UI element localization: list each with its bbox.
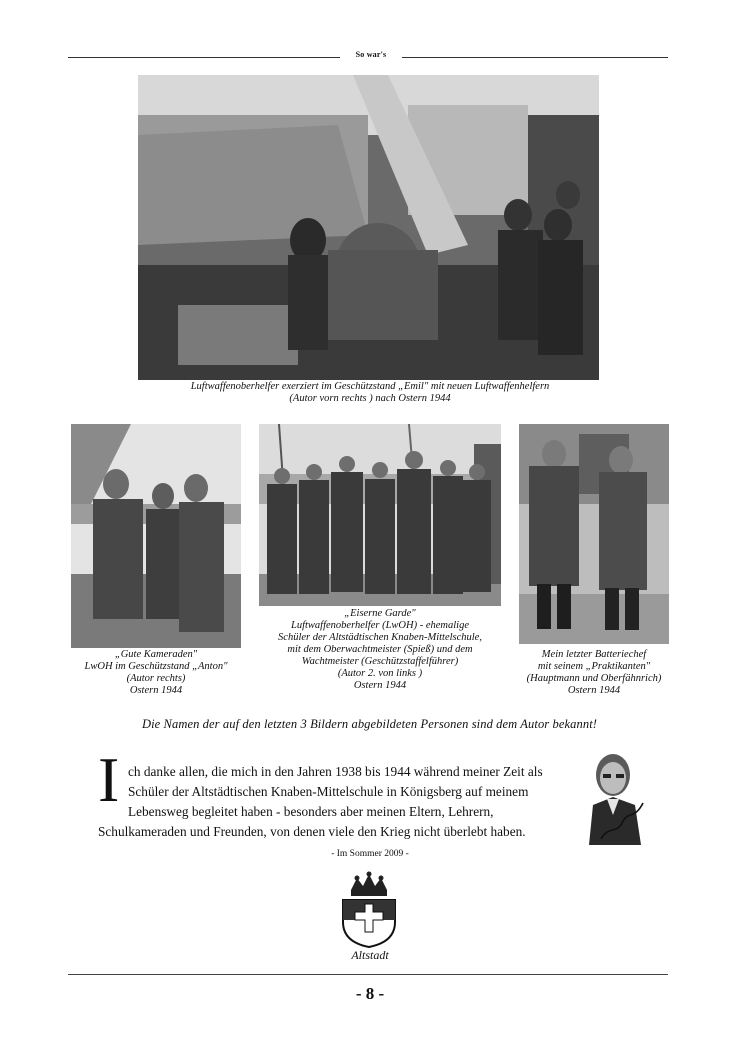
altstadt-crest bbox=[337, 870, 401, 948]
center-photo-caption bbox=[250, 608, 510, 692]
caption-line: (Autor 2. von links ) bbox=[337, 668, 423, 679]
caption-line: „Eiserne Garde" bbox=[344, 608, 416, 619]
drop-cap: I bbox=[98, 744, 120, 815]
photo-flak-gun-drill bbox=[138, 75, 599, 380]
caption-line: Luftwaffenoberhelfer exerziert im Geschützstand „Emil" mit neuen Luftwaffenhelfern bbox=[190, 381, 550, 392]
caption-line: mit dem Oberwachtmeister (Spieß) und dem bbox=[287, 644, 473, 655]
header-rule-left bbox=[68, 57, 340, 58]
caption-line: (Autor rechts) bbox=[126, 673, 186, 684]
page-number: - 8 - bbox=[355, 984, 385, 1003]
footer-rule bbox=[68, 974, 668, 975]
caption-line: Schüler der Altstädtischen Knaben-Mittelschule, bbox=[278, 632, 482, 643]
crest-name: Altstadt bbox=[351, 948, 389, 962]
left-photo-caption bbox=[60, 649, 252, 697]
caption-line: Ostern 1944 bbox=[567, 685, 621, 696]
caption-line: (Hauptmann und Oberfähnrich) bbox=[526, 673, 662, 684]
photo-good-comrades bbox=[71, 424, 241, 648]
caption-line: (Autor vorn rechts ) nach Ostern 1944 bbox=[289, 393, 451, 404]
header-title: So war's bbox=[355, 50, 387, 59]
right-photo-caption bbox=[500, 649, 688, 697]
thanks-line: Schüler der Altstädtischen Knaben-Mittelschule in Königsberg auf meinem bbox=[128, 784, 529, 799]
caption-line: Mein letzter Batteriechef bbox=[541, 649, 647, 660]
date-line: - Im Sommer 2009 - bbox=[331, 849, 409, 859]
thanks-line: Lebensweg begleitet haben - besonders aber meinen Eltern, Lehrern, bbox=[128, 804, 494, 819]
caption-line: Ostern 1944 bbox=[353, 680, 407, 691]
thanks-line: ch danke allen, die mich in den Jahren 1938 bis 1944 während meiner Zeit als bbox=[128, 764, 543, 779]
caption-line: Ostern 1944 bbox=[129, 685, 183, 696]
thanks-paragraph bbox=[98, 762, 580, 842]
caption-line: „Gute Kameraden" bbox=[114, 649, 198, 660]
main-photo-caption bbox=[120, 381, 620, 405]
caption-line: LwOH im Geschützstand „Anton" bbox=[84, 661, 228, 672]
caption-line: mit seinem „Praktikanten" bbox=[537, 661, 651, 672]
photo-battery-chief bbox=[519, 424, 669, 644]
thanks-line: Schulkameraden und Freunden, von denen viele den Krieg nicht überlebt haben. bbox=[98, 824, 526, 839]
caption-line: Luftwaffenoberhelfer (LwOH) - ehemalige bbox=[291, 620, 469, 631]
photo-iron-guard bbox=[259, 424, 501, 606]
names-notice: Die Namen der auf den letzten 3 Bildern abgebildeten Personen sind dem Autor bekannt! bbox=[141, 717, 598, 731]
header-rule-right bbox=[402, 57, 668, 58]
author-portrait bbox=[583, 747, 651, 845]
caption-line: Wachtmeister (Geschützstaffelführer) bbox=[301, 656, 459, 667]
